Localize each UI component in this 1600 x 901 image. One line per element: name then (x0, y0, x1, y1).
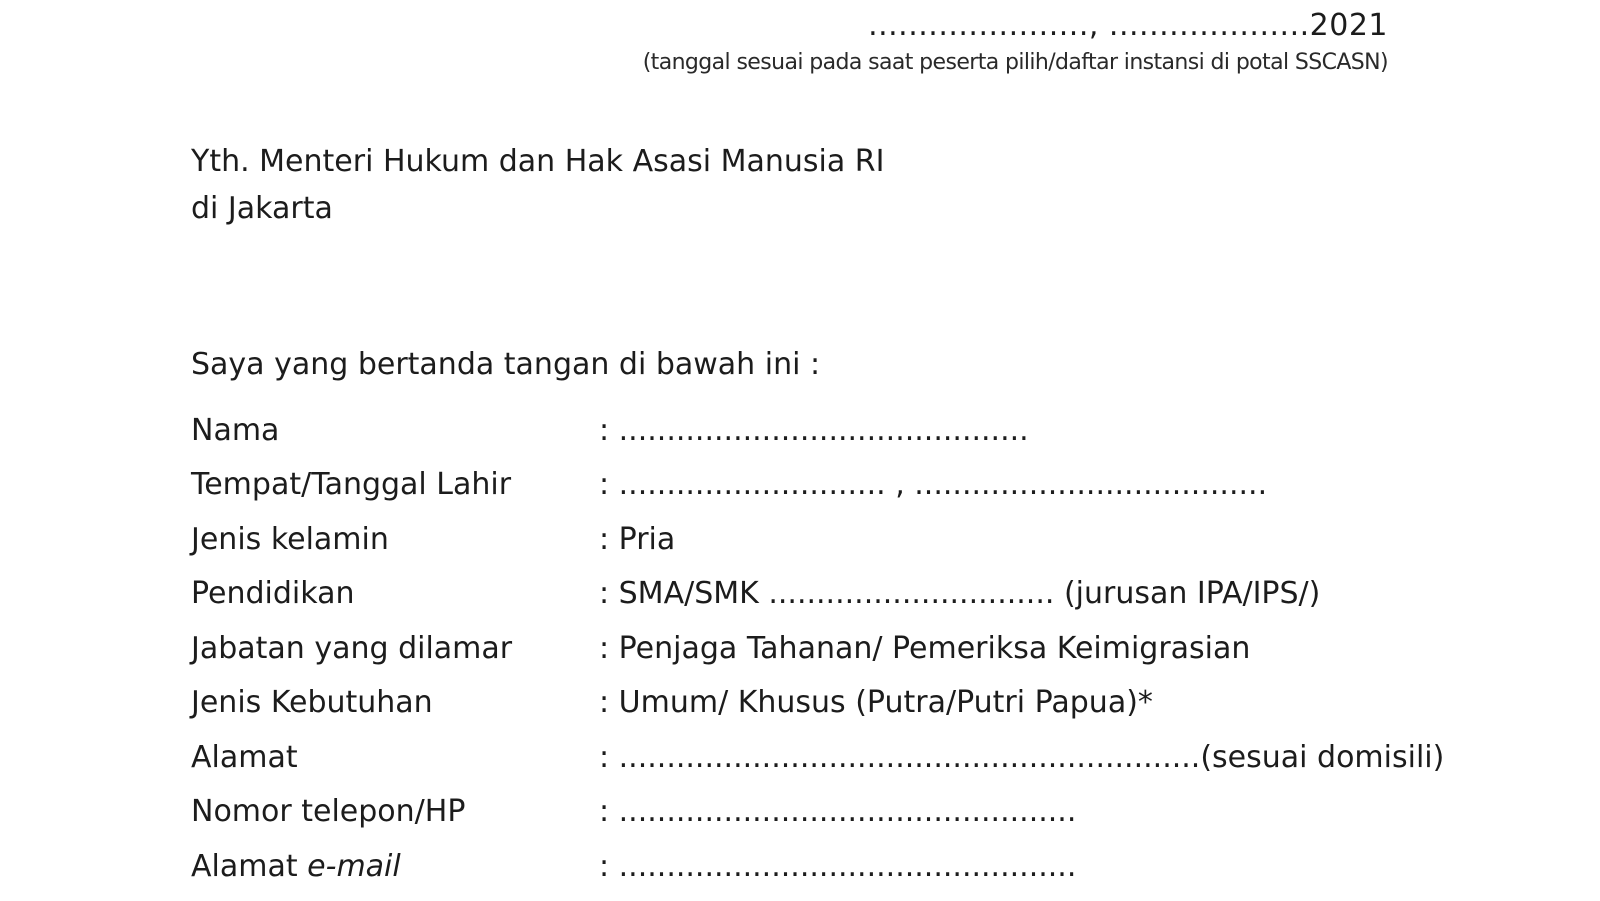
field-label: Jenis kelamin (191, 521, 389, 557)
applicant-fields (191, 403, 1491, 894)
field-row-phone (191, 785, 1491, 840)
recipient-block (191, 138, 885, 232)
field-value: : ............................ , ..................................... (599, 467, 1268, 503)
field-label: Pendidikan (191, 576, 355, 612)
field-label-italic: e-mail (307, 848, 401, 884)
field-label (191, 849, 599, 884)
field-label: Alamat (191, 739, 298, 775)
date-line: ......................, ....................2021 (868, 8, 1388, 43)
field-row-name (191, 403, 1491, 458)
field-row-position (191, 621, 1491, 676)
field-value: : ................................................ (599, 848, 1077, 884)
field-label: Tempat/Tanggal Lahir (191, 467, 512, 503)
field-value: : Pria (599, 521, 676, 557)
field-row-education (191, 567, 1491, 622)
field-row-address (191, 730, 1491, 785)
field-row-need-type (191, 676, 1491, 731)
field-label: Jabatan yang dilamar (191, 630, 513, 666)
field-label-prefix: Alamat (191, 848, 308, 884)
field-value: : Umum/ Khusus (Putra/Putri Papua)* (599, 685, 1153, 721)
field-label: Jenis Kebutuhan (191, 685, 433, 721)
field-label: Nomor telepon/HP (191, 794, 466, 830)
field-label: Nama (191, 412, 280, 448)
intro-statement: Saya yang bertanda tangan di bawah ini : (191, 347, 821, 382)
field-value: : ................................................ (599, 794, 1077, 830)
field-row-email (191, 839, 1491, 894)
field-row-birth (191, 458, 1491, 513)
recipient-line: Yth. Menteri Hukum dan Hak Asasi Manusia RI (191, 144, 885, 179)
field-value: : Penjaga Tahanan/ Pemeriksa Keimigrasian (599, 630, 1251, 666)
field-row-gender (191, 512, 1491, 567)
field-value: : ........................................... (599, 412, 1029, 448)
field-value: : .............................................................(sesuai domisili) (599, 739, 1445, 775)
field-value: : SMA/SMK .............................. (jurusan IPA/IPS/) (599, 576, 1321, 612)
recipient-city: di Jakarta (191, 191, 333, 226)
date-note: (tanggal sesuai pada saat peserta pilih/daftar instansi di potal SSCASN) (642, 50, 1388, 75)
